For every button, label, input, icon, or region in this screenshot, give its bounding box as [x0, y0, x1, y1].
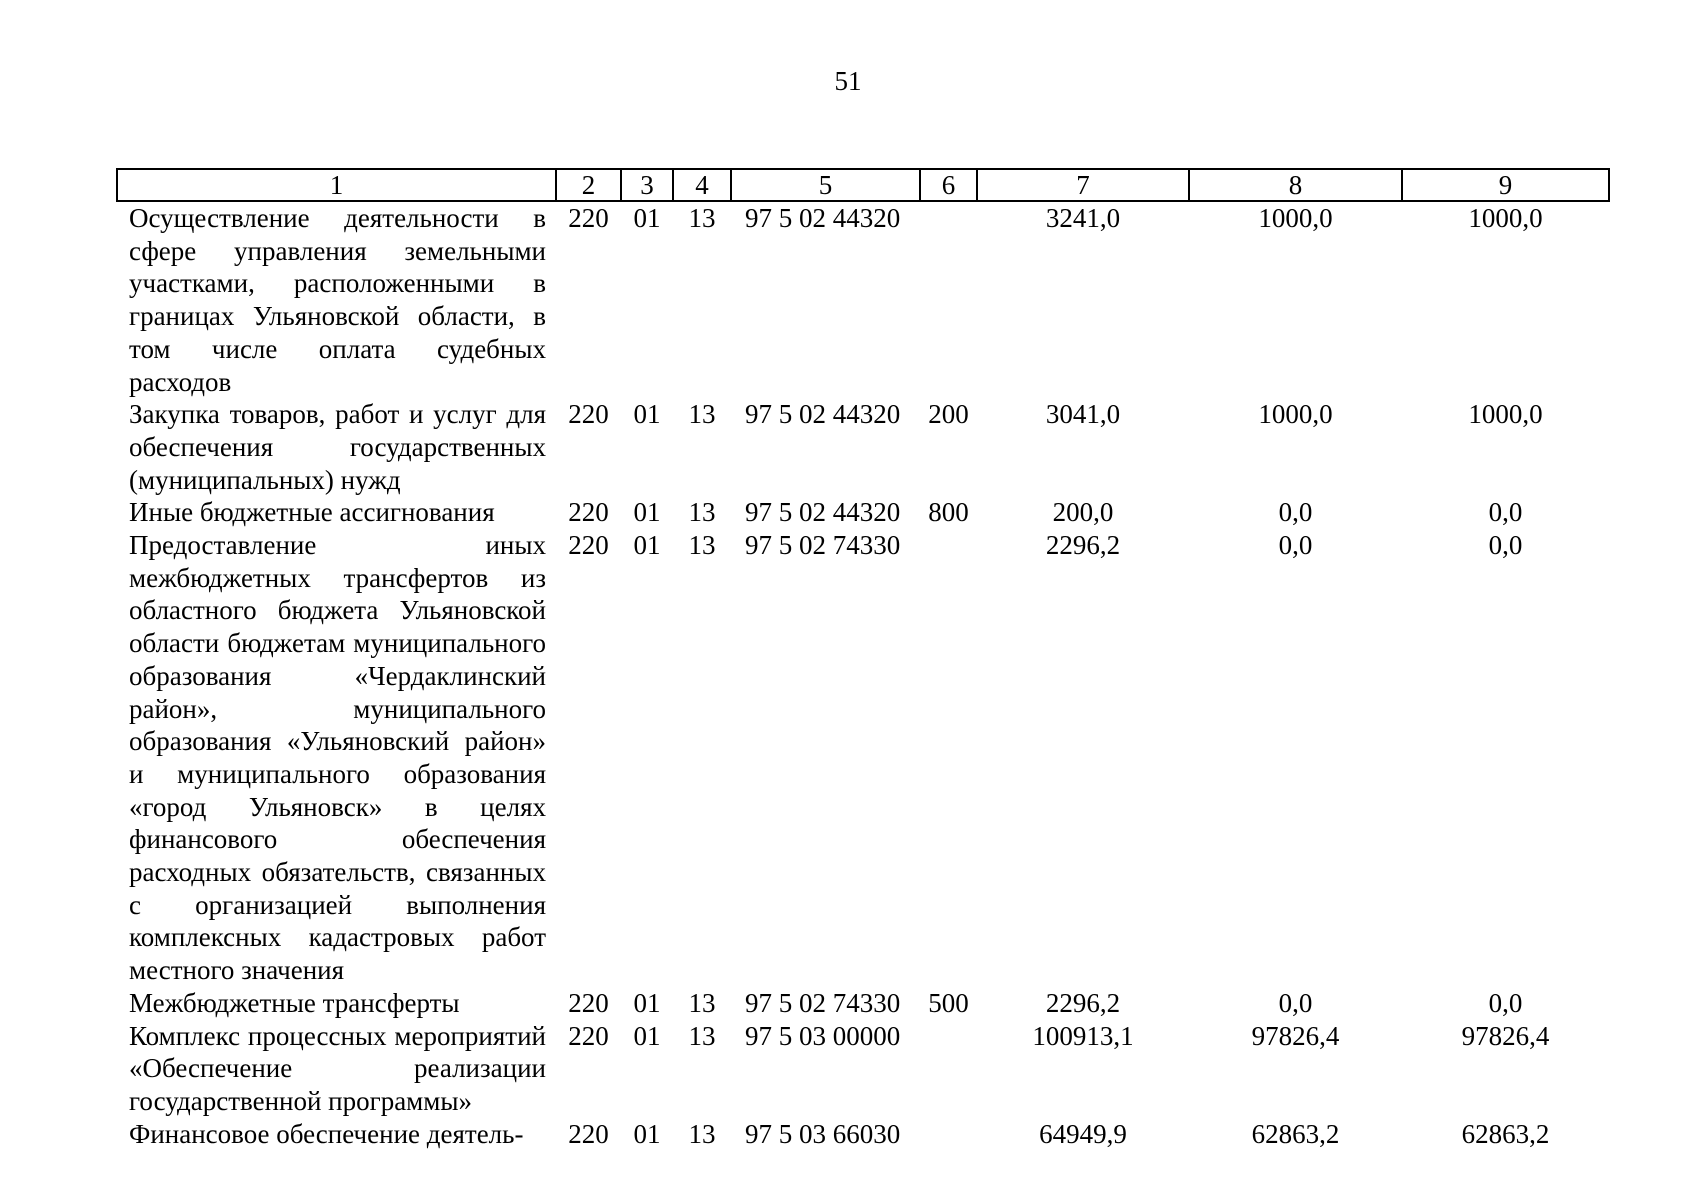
row-name: Закупка товаров, работ и услуг для обеспечения государственных (муниципальных) нужд	[129, 399, 546, 495]
row-target-article: 97 5 02 44320	[745, 203, 901, 233]
row-amount-year-2: 0,0	[1278, 497, 1313, 528]
header-col-5: 5	[731, 169, 920, 201]
row-target-article: 97 5 03 66030	[745, 1118, 901, 1149]
row-expense-type	[920, 1118, 977, 1151]
row-section: 01	[633, 1118, 661, 1149]
row-amount-year-1: 100913,1	[1032, 1020, 1134, 1051]
row-section: 01	[633, 399, 661, 430]
row-section: 01	[633, 1020, 661, 1051]
row-name: Осуществление деятельности в сфере управления земельными участками, расположенными в границах Ульяновской области, в том числе оплата судебных расходов	[129, 203, 546, 397]
row-subsection: 13	[688, 1118, 716, 1149]
header-col-8: 8	[1189, 169, 1402, 201]
row-amount-year-1: 64949,9	[1039, 1118, 1127, 1149]
row-subsection: 13	[688, 399, 716, 430]
row-amount-year-3: 0,0	[1488, 497, 1523, 528]
row-target-article: 97 5 02 44320	[745, 497, 901, 528]
budget-table	[116, 168, 1610, 1150]
header-row	[117, 169, 1609, 201]
page-number: 51	[834, 66, 862, 96]
row-expense-type: 800	[928, 497, 969, 528]
row-section: 01	[633, 203, 661, 233]
header-col-1: 1	[117, 169, 556, 201]
table-row	[117, 496, 1609, 529]
row-admin-code: 220	[568, 987, 609, 1018]
row-amount-year-3: 1000,0	[1468, 399, 1543, 430]
row-amount-year-3: 97826,4	[1461, 1020, 1550, 1051]
row-admin-code: 220	[568, 203, 609, 233]
row-amount-year-2: 97826,4	[1251, 1020, 1340, 1051]
table-row	[117, 398, 1609, 496]
row-subsection: 13	[688, 497, 716, 528]
row-name: Финансовое обеспечение деятель-	[129, 1118, 524, 1149]
row-admin-code: 220	[568, 1118, 609, 1149]
row-amount-year-3: 1000,0	[1468, 203, 1543, 233]
header-col-7: 7	[977, 169, 1189, 201]
table-row	[117, 1020, 1609, 1118]
row-name: Комплекс процессных мероприятий «Обеспечение реализации государственной программы»	[129, 1020, 546, 1116]
header-col-4: 4	[673, 169, 731, 201]
header-col-6: 6	[920, 169, 977, 201]
row-amount-year-3: 62863,2	[1461, 1118, 1550, 1149]
table-row	[117, 1118, 1609, 1151]
row-subsection: 13	[688, 987, 716, 1018]
row-amount-year-3: 0,0	[1488, 530, 1523, 561]
header-col-9: 9	[1402, 169, 1609, 201]
row-expense-type: 200	[928, 399, 969, 430]
row-amount-year-1: 3241,0	[1045, 203, 1121, 233]
row-target-article: 97 5 02 74330	[745, 530, 901, 561]
row-amount-year-2: 1000,0	[1258, 203, 1333, 233]
row-amount-year-2: 1000,0	[1258, 399, 1333, 430]
row-name: Предоставление иных межбюджетных трансфертов из областного бюджета Ульяновской области бюджетам муниципального образования «Чердаклинский район», муниципального образования «Ульяновский район» и муниципального образования «город Ульяновск» в целях финансового обеспечения расходных обязательств, связанных с организацией выполнения комплексных кадастровых работ местного значения	[129, 530, 546, 986]
row-subsection: 13	[688, 203, 716, 233]
row-subsection: 13	[688, 530, 716, 561]
row-amount-year-2: 62863,2	[1251, 1118, 1340, 1149]
row-amount-year-3: 0,0	[1488, 987, 1523, 1018]
header-col-2: 2	[556, 169, 621, 201]
row-section: 01	[633, 497, 661, 528]
row-expense-type: 500	[928, 987, 969, 1018]
row-expense-type	[920, 529, 977, 987]
row-amount-year-1: 200,0	[1052, 497, 1114, 528]
row-amount-year-1: 2296,2	[1045, 530, 1121, 561]
row-admin-code: 220	[568, 497, 609, 528]
row-target-article: 97 5 02 74330	[745, 987, 901, 1018]
row-subsection: 13	[688, 1020, 716, 1051]
row-amount-year-2: 0,0	[1278, 987, 1313, 1018]
row-section: 01	[633, 530, 661, 561]
row-expense-type	[920, 201, 977, 398]
row-target-article: 97 5 02 44320	[745, 399, 901, 430]
row-amount-year-1: 3041,0	[1045, 399, 1121, 430]
row-name: Иные бюджетные ассигнования	[129, 497, 495, 528]
table-row	[117, 201, 1609, 398]
row-target-article: 97 5 03 00000	[745, 1020, 901, 1051]
row-expense-type	[920, 1020, 977, 1118]
table-row	[117, 987, 1609, 1020]
row-admin-code: 220	[568, 530, 609, 561]
table-row	[117, 529, 1609, 987]
row-amount-year-2: 0,0	[1278, 530, 1313, 561]
row-section: 01	[633, 987, 661, 1018]
row-amount-year-1: 2296,2	[1045, 987, 1121, 1018]
row-name: Межбюджетные трансферты	[129, 987, 460, 1018]
row-admin-code: 220	[568, 1020, 609, 1051]
row-admin-code: 220	[568, 399, 609, 430]
header-col-3: 3	[621, 169, 673, 201]
